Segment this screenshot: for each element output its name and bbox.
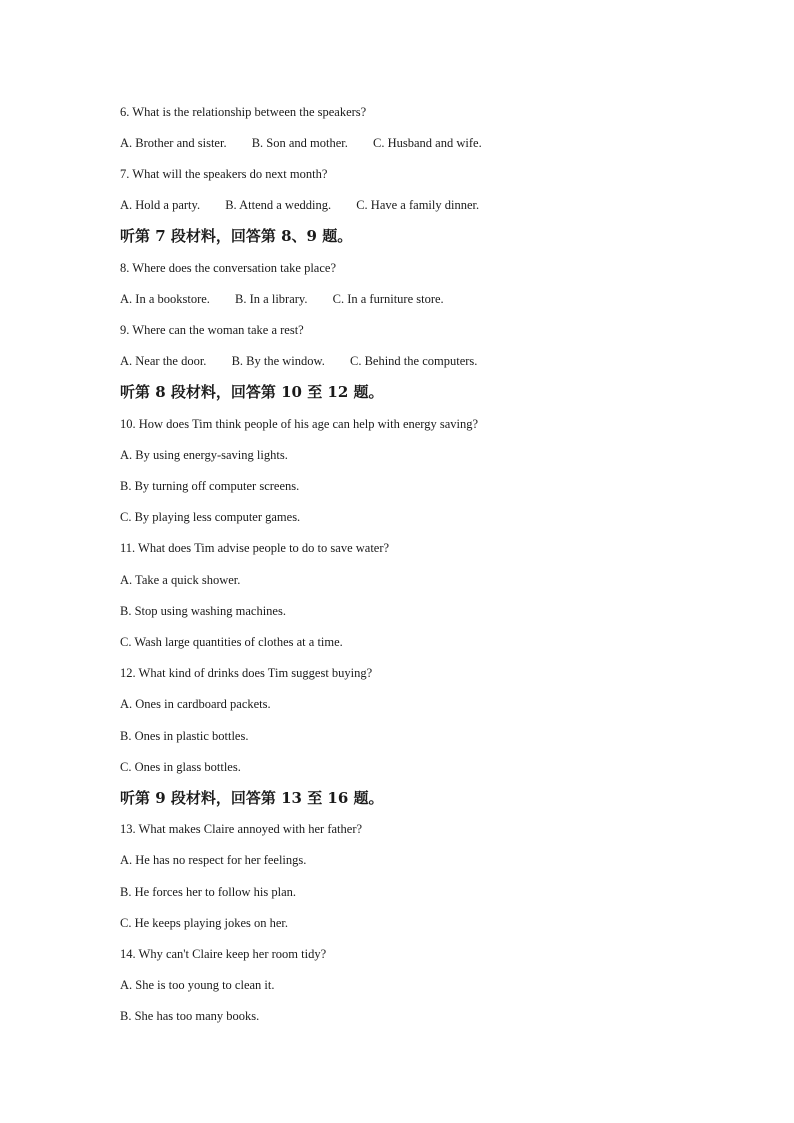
option-14b: B. She has too many books. [120,1009,260,1023]
question-12: 12. What kind of drinks does Tim suggest buying? [120,666,373,680]
option-6c: C. Husband and wife. [373,136,482,150]
option-7a: A. Hold a party. [120,198,201,212]
option-13b: B. He forces her to follow his plan. [120,885,297,899]
option-8a: A. In a bookstore. [120,292,210,306]
option-9c: C. Behind the computers. [349,354,478,368]
option-6a: A. Brother and sister. [120,136,227,150]
option-11a: A. Take a quick shower. [120,573,241,587]
question-6-options [120,135,482,151]
question-9: 9. Where can the woman take a rest? [120,323,304,337]
question-7-options [120,197,479,213]
question-8: 8. Where does the conversation take place? [120,261,336,275]
option-12c: C. Ones in glass bottles. [120,760,241,774]
option-6b: B. Son and mother. [251,136,348,150]
question-13: 13. What makes Claire annoyed with her father? [120,822,363,836]
question-14: 14. Why can't Claire keep her room tidy? [120,947,327,961]
question-6: 6. What is the relationship between the speakers? [120,105,367,119]
option-11c: C. Wash large quantities of clothes at a time. [120,635,343,649]
section-8-heading: 听第 8 段材料，回答第 10 至 12 题。 [120,383,384,401]
option-10b: B. By turning off computer screens. [120,479,300,493]
option-8b: B. In a library. [235,292,308,306]
option-13c: C. He keeps playing jokes on her. [120,916,289,930]
option-14a: A. She is too young to clean it. [120,978,275,992]
option-8c: C. In a furniture store. [332,292,444,306]
section-7-heading: 听第 7 段材料，回答第 8、9 题。 [120,227,353,245]
question-10: 10. How does Tim think people of his age can help with energy saving? [120,417,479,431]
question-7: 7. What will the speakers do next month? [120,167,328,181]
option-10c: C. By playing less computer games. [120,510,301,524]
question-11: 11. What does Tim advise people to do to save water? [120,541,390,555]
option-9a: A. Near the door. [120,354,207,368]
option-12b: B. Ones in plastic bottles. [120,729,249,743]
option-7c: C. Have a family dinner. [356,198,480,212]
option-13a: A. He has no respect for her feelings. [120,853,307,867]
option-10a: A. By using energy-saving lights. [120,448,288,462]
option-12a: A. Ones in cardboard packets. [120,697,271,711]
question-8-options [120,291,444,307]
section-9-heading: 听第 9 段材料，回答第 13 至 16 题。 [120,789,384,807]
question-9-options [120,353,477,369]
option-9b: B. By the window. [231,354,325,368]
option-7b: B. Attend a wedding. [225,198,332,212]
option-11b: B. Stop using washing machines. [120,604,286,618]
